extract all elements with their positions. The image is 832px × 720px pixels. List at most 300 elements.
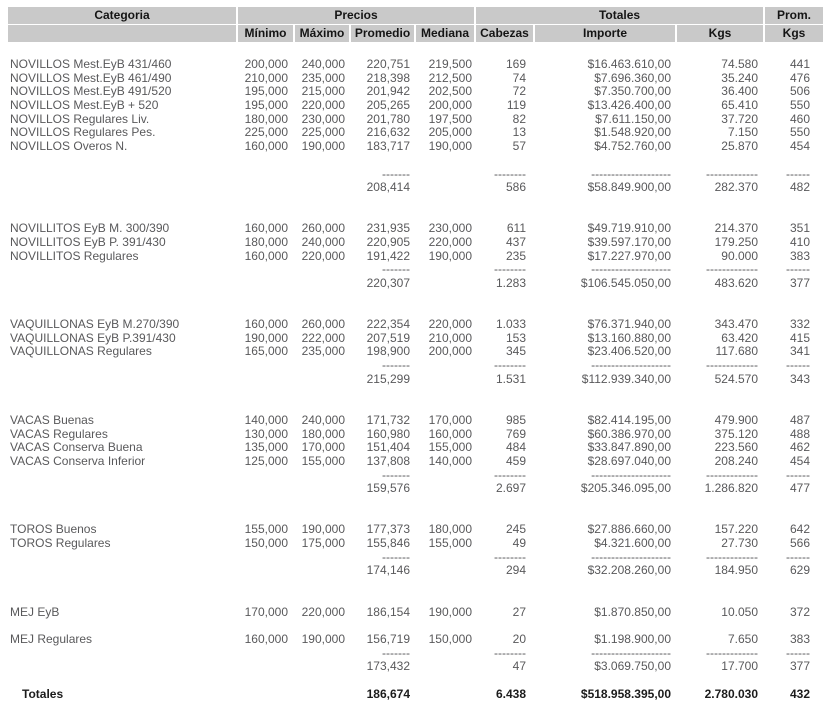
maximo-cell: 240,000 (301, 412, 345, 427)
kgs-cell: 7.650 (727, 631, 758, 646)
category-cell (8, 359, 236, 373)
prom-kgs-cell: ------ (786, 549, 810, 564)
importe-cell: -------------------- (591, 645, 671, 660)
cabezas-cell: 74 (512, 70, 526, 85)
table-row (0, 428, 832, 442)
cabezas-cell: -------- (494, 358, 526, 373)
importe-cell: -------------------- (591, 467, 671, 482)
table-row (0, 633, 832, 647)
mediana-cell (416, 277, 474, 291)
maximo-cell: 170,000 (301, 440, 345, 455)
minimo-cell: 190,000 (244, 330, 288, 345)
header-maximo: Máximo (295, 25, 349, 42)
minimo-cell: 170,000 (244, 604, 288, 619)
spacer-row (0, 387, 832, 401)
grand-totals-row (0, 688, 832, 702)
prom-kgs-cell: 476 (789, 70, 810, 85)
prom-kgs-cell: ------ (786, 645, 810, 660)
kgs-cell: ------------- (706, 467, 758, 482)
minimo-cell: 150,000 (244, 536, 288, 551)
importe-cell: $1.198.900,00 (594, 631, 671, 646)
kgs-cell: 36.400 (721, 84, 758, 99)
spacer-row (0, 496, 832, 510)
mediana-cell: 219,500 (428, 57, 472, 71)
minimo-cell (238, 168, 293, 182)
maximo-cell: 175,000 (301, 536, 345, 551)
table-row (0, 236, 832, 250)
maximo-cell (295, 551, 349, 565)
promedio-cell: ------- (382, 262, 410, 277)
minimo-cell (238, 181, 293, 195)
header-totales: Totales (476, 7, 763, 24)
importe-cell: $7.350.700,00 (594, 84, 671, 99)
promedio-cell: 220,905 (366, 234, 410, 249)
header-prom: Prom. (765, 7, 823, 24)
promedio-cell: 198,900 (366, 344, 410, 359)
cabezas-cell: 611 (506, 221, 526, 236)
mediana-cell: 150,000 (428, 631, 472, 646)
minimo-cell (238, 263, 293, 277)
prom-kgs-cell: 550 (789, 125, 810, 140)
promedio-cell: ------- (382, 467, 410, 482)
mediana-cell: 180,000 (428, 522, 472, 537)
importe-cell: $27.886.660,00 (587, 522, 671, 537)
minimo-cell: 180,000 (244, 234, 288, 249)
prom-kgs-cell: 506 (789, 84, 810, 99)
category-cell: NOVILLOS Overos N. (10, 139, 128, 154)
mediana-cell: 190,000 (428, 139, 472, 154)
promedio-cell: 222,354 (366, 317, 410, 332)
minimo-cell: 195,000 (244, 84, 288, 99)
cabezas-cell: 2.697 (495, 481, 526, 496)
mediana-cell: 190,000 (428, 604, 472, 619)
cabezas-cell: 13 (512, 125, 526, 140)
promedio-cell: 218,398 (366, 70, 410, 85)
minimo-cell: 130,000 (244, 426, 288, 441)
kgs-cell: 10.050 (721, 604, 758, 619)
minimo-cell: 160,000 (244, 631, 288, 646)
kgs-cell: 27.730 (721, 536, 758, 551)
prom-kgs-cell: ------ (786, 467, 810, 482)
cabezas-cell: -------- (494, 166, 526, 181)
importe-cell: -------------------- (591, 549, 671, 564)
category-cell: MEJ EyB (10, 604, 60, 619)
category-cell: NOVILLOS Regulares Liv. (10, 111, 150, 126)
maximo-cell (295, 277, 349, 291)
importe-cell: $1.870.850,00 (594, 604, 671, 619)
minimo-cell: 160,000 (244, 248, 288, 263)
prom-kgs-cell: 482 (789, 180, 810, 195)
minimo-cell: 125,000 (244, 453, 288, 468)
prom-kgs-cell: 566 (789, 536, 810, 551)
kgs-cell: ------------- (706, 358, 758, 373)
cabezas-cell: 769 (505, 426, 526, 441)
prom-kgs-cell: ------ (786, 358, 810, 373)
maximo-cell (295, 359, 349, 373)
promedio-cell: 174,146 (366, 563, 410, 578)
minimo-cell: 160,000 (244, 139, 288, 154)
cabezas-cell: 72 (512, 84, 526, 99)
kgs-cell: 1.286.820 (704, 481, 758, 496)
importe-cell: $1.548.920,00 (594, 125, 671, 140)
maximo-cell: 220,000 (301, 604, 345, 619)
spacer-row (0, 154, 832, 168)
category-cell (8, 551, 236, 565)
mediana-cell (416, 181, 474, 195)
category-cell (8, 168, 236, 182)
totals-minimo-cell (238, 688, 293, 702)
prom-kgs-cell: 343 (789, 371, 810, 386)
category-cell: MEJ Regulares (10, 631, 93, 646)
importe-cell: $28.697.040,00 (587, 453, 671, 468)
prom-kgs-cell: 550 (789, 98, 810, 113)
prom-kgs-cell: 454 (789, 453, 810, 468)
promedio-cell: 215,299 (366, 371, 410, 386)
promedio-cell: ------- (382, 166, 410, 181)
maximo-cell: 260,000 (301, 221, 345, 236)
header-cabezas: Cabezas (476, 25, 533, 42)
spacer-row (0, 291, 832, 305)
prom-kgs-cell: ------ (786, 262, 810, 277)
promedio-cell: ------- (382, 358, 410, 373)
cabezas-cell: 345 (505, 344, 526, 359)
mediana-cell: 155,000 (428, 536, 472, 551)
minimo-cell (238, 277, 293, 291)
table-row (0, 140, 832, 154)
kgs-cell: ------------- (706, 166, 758, 181)
cabezas-cell: 153 (505, 330, 526, 345)
category-cell: NOVILLOS Mest.EyB + 520 (10, 98, 159, 113)
maximo-cell: 240,000 (301, 234, 345, 249)
minimo-cell (238, 469, 293, 483)
minimo-cell (238, 564, 293, 578)
table-row (0, 318, 832, 332)
maximo-cell: 230,000 (301, 111, 345, 126)
importe-cell: $205.346.095,00 (580, 481, 671, 496)
importe-cell: $7.696.360,00 (594, 70, 671, 85)
minimo-cell: 200,000 (244, 57, 288, 71)
mediana-cell (416, 482, 474, 496)
category-cell: VAQUILLONAS Regulares (10, 344, 152, 359)
subtotal-row (0, 373, 832, 387)
promedio-cell: ------- (382, 549, 410, 564)
header-mediana: Mediana (416, 25, 474, 42)
prom-kgs-cell: 415 (789, 330, 810, 345)
promedio-cell: 205,265 (366, 98, 410, 113)
minimo-cell (238, 482, 293, 496)
kgs-cell: 63.420 (721, 330, 758, 345)
prom-kgs-cell: 377 (789, 659, 810, 674)
importe-cell: $112.939.340,00 (581, 371, 671, 386)
cabezas-cell: -------- (494, 262, 526, 277)
prom-kgs-cell: 477 (789, 481, 810, 496)
category-cell: VAQUILLONAS EyB M.270/390 (10, 317, 180, 332)
totals-importe-cell: $518.958.395,00 (580, 686, 671, 701)
cabezas-cell: 20 (512, 631, 526, 646)
category-cell (8, 647, 236, 661)
kgs-cell: 282.370 (714, 180, 758, 195)
cabezas-cell: 586 (505, 180, 526, 195)
importe-cell: $32.208.260,00 (587, 563, 671, 578)
kgs-cell: 7.150 (727, 125, 758, 140)
minimo-cell (238, 359, 293, 373)
cabezas-cell: 437 (505, 234, 526, 249)
table-row (0, 85, 832, 99)
promedio-cell: 201,780 (366, 111, 410, 126)
importe-cell: $13.426.400,00 (587, 98, 671, 113)
importe-cell: $17.227.970,00 (587, 248, 671, 263)
mediana-cell: 140,000 (428, 453, 472, 468)
minimo-cell: 135,000 (244, 440, 288, 455)
promedio-cell: 186,154 (366, 604, 410, 619)
header-minimo: Mínimo (238, 25, 293, 42)
importe-cell: $13.160.880,00 (587, 330, 671, 345)
maximo-cell: 190,000 (301, 631, 345, 646)
mediana-cell: 220,000 (428, 317, 472, 332)
minimo-cell: 165,000 (244, 344, 288, 359)
header-categoria-empty (8, 25, 236, 42)
category-cell: TOROS Buenos (10, 522, 97, 537)
separator-row (0, 469, 832, 483)
prom-kgs-cell: 383 (789, 248, 810, 263)
category-cell: NOVILLOS Regulares Pes. (10, 125, 156, 140)
prom-kgs-cell: 629 (789, 563, 810, 578)
category-cell: VACAS Conserva Inferior (10, 453, 146, 468)
category-cell: TOROS Regulares (10, 536, 111, 551)
header-importe: Importe (535, 25, 675, 42)
importe-cell: $106.545.050,00 (580, 276, 671, 290)
mediana-cell: 160,000 (428, 426, 472, 441)
maximo-cell (295, 482, 349, 496)
promedio-cell: ------- (382, 645, 410, 660)
maximo-cell: 222,000 (301, 330, 345, 345)
cabezas-cell: 1.531 (495, 371, 526, 386)
promedio-cell: 216,632 (366, 125, 410, 140)
importe-cell: $76.371.940,00 (587, 317, 671, 332)
table-row (0, 441, 832, 455)
prom-kgs-cell: 383 (789, 631, 810, 646)
separator-row (0, 647, 832, 661)
importe-cell: $33.847.890,00 (587, 440, 671, 455)
mediana-cell: 230,000 (428, 221, 472, 236)
separator-row (0, 263, 832, 277)
separator-row (0, 551, 832, 565)
table-row (0, 345, 832, 359)
table-row (0, 606, 832, 620)
promedio-cell: 220,751 (366, 57, 410, 71)
category-cell (8, 277, 236, 291)
cabezas-cell: 459 (505, 453, 526, 468)
prom-kgs-cell: 488 (789, 426, 810, 441)
importe-cell: $39.597.170,00 (587, 234, 671, 249)
importe-cell: -------------------- (591, 166, 671, 181)
kgs-cell: 214.370 (714, 221, 758, 236)
promedio-cell: 201,942 (366, 84, 410, 99)
promedio-cell: 171,732 (366, 412, 410, 427)
promedio-cell: 191,422 (366, 248, 410, 263)
table-header-group-row (0, 7, 832, 24)
maximo-cell (295, 373, 349, 387)
kgs-cell: 375.120 (714, 426, 758, 441)
cabezas-cell: 235 (505, 248, 526, 263)
prom-kgs-cell: 410 (789, 234, 810, 249)
prom-kgs-cell: 462 (789, 440, 810, 455)
totals-prom-kgs-cell: 432 (789, 686, 810, 701)
promedio-cell: 159,576 (366, 481, 410, 496)
kgs-cell: 35.240 (721, 70, 758, 85)
totals-label: Totales (22, 686, 64, 701)
category-cell: VACAS Regulares (10, 426, 108, 441)
maximo-cell: 180,000 (301, 426, 345, 441)
kgs-cell: 483.620 (714, 276, 758, 290)
prom-kgs-cell: ------ (786, 166, 810, 181)
cabezas-cell: 1.283 (495, 276, 526, 290)
promedio-cell: 151,404 (366, 440, 410, 455)
maximo-cell (295, 469, 349, 483)
mediana-cell (416, 660, 474, 674)
cabezas-cell: 484 (505, 440, 526, 455)
category-cell (8, 660, 236, 674)
separator-row (0, 359, 832, 373)
minimo-cell: 210,000 (244, 70, 288, 85)
prom-kgs-cell: 460 (789, 111, 810, 126)
cabezas-cell: 49 (512, 536, 526, 551)
kgs-cell: ------------- (706, 549, 758, 564)
spacer-row (0, 592, 832, 606)
importe-cell: $58.849.900,00 (587, 180, 671, 195)
table-row (0, 523, 832, 537)
cabezas-cell: -------- (494, 467, 526, 482)
table-row (0, 332, 832, 346)
minimo-cell (238, 551, 293, 565)
totals-cabezas-cell: 6.438 (495, 686, 526, 701)
prom-kgs-cell: 351 (789, 221, 810, 236)
minimo-cell: 160,000 (244, 317, 288, 332)
subtotal-row (0, 564, 832, 578)
kgs-cell: 17.700 (721, 659, 758, 674)
maximo-cell (295, 564, 349, 578)
kgs-cell: 223.560 (714, 440, 758, 455)
prom-kgs-cell: 441 (789, 57, 810, 71)
maximo-cell (295, 647, 349, 661)
spacer-row (0, 304, 832, 318)
subtotal-row (0, 482, 832, 496)
subtotal-row (0, 277, 832, 291)
cabezas-cell: 119 (506, 98, 526, 113)
table-header-column-row (0, 25, 832, 42)
maximo-cell: 190,000 (301, 522, 345, 537)
mediana-cell: 170,000 (428, 412, 472, 427)
spacer-row (0, 195, 832, 209)
table-row (0, 126, 832, 140)
maximo-cell: 260,000 (301, 317, 345, 332)
mediana-cell (416, 647, 474, 661)
promedio-cell: 160,980 (366, 426, 410, 441)
maximo-cell: 155,000 (301, 453, 345, 468)
table-row (0, 414, 832, 428)
cabezas-cell: 294 (505, 563, 526, 578)
spacer-row (0, 400, 832, 414)
minimo-cell (238, 647, 293, 661)
maximo-cell: 225,000 (301, 125, 345, 140)
importe-cell: $49.719.910,00 (587, 221, 671, 236)
promedio-cell: 183,717 (366, 139, 410, 154)
prom-kgs-cell: 642 (789, 522, 810, 537)
totals-promedio-cell: 186,674 (366, 686, 410, 701)
category-cell (8, 482, 236, 496)
mediana-cell (416, 359, 474, 373)
minimo-cell: 180,000 (244, 111, 288, 126)
table-row (0, 250, 832, 264)
mediana-cell: 205,000 (428, 125, 472, 140)
mediana-cell: 212,500 (428, 70, 472, 85)
kgs-cell: 343.470 (714, 317, 758, 332)
kgs-cell: 90.000 (721, 248, 758, 263)
mediana-cell: 200,000 (428, 98, 472, 113)
cabezas-cell: 245 (505, 522, 526, 537)
importe-cell: -------------------- (591, 262, 671, 277)
cabezas-cell: 82 (512, 111, 526, 126)
mediana-cell (416, 469, 474, 483)
minimo-cell: 195,000 (244, 98, 288, 113)
mediana-cell: 200,000 (428, 344, 472, 359)
maximo-cell: 240,000 (301, 57, 345, 71)
mediana-cell: 220,000 (428, 234, 472, 249)
mediana-cell: 197,500 (428, 111, 472, 126)
prom-kgs-cell: 372 (789, 604, 810, 619)
table-row (0, 99, 832, 113)
maximo-cell (295, 660, 349, 674)
promedio-cell: 220,307 (366, 276, 410, 290)
category-cell (8, 181, 236, 195)
minimo-cell: 155,000 (244, 522, 288, 537)
category-cell: VACAS Buenas (10, 412, 94, 427)
promedio-cell: 155,846 (366, 536, 410, 551)
header-promedio: Promedio (351, 25, 414, 42)
kgs-cell: ------------- (706, 262, 758, 277)
table-body (0, 58, 832, 688)
mediana-cell: 155,000 (428, 440, 472, 455)
table-row (0, 222, 832, 236)
promedio-cell: 208,414 (366, 180, 410, 195)
table-row (0, 455, 832, 469)
table-row (0, 537, 832, 551)
subtotal-row (0, 181, 832, 195)
importe-cell: $23.406.520,00 (587, 344, 671, 359)
minimo-cell (238, 373, 293, 387)
kgs-cell: 479.900 (714, 412, 758, 427)
kgs-cell: 37.720 (721, 111, 758, 126)
category-cell (8, 564, 236, 578)
prom-kgs-cell: 332 (789, 317, 810, 332)
cabezas-cell: 57 (512, 139, 526, 154)
maximo-cell: 215,000 (301, 84, 345, 99)
category-cell: NOVILLOS Mest.EyB 431/460 (10, 57, 172, 71)
importe-cell: $82.414.195,00 (587, 412, 671, 427)
importe-cell: $60.386.970,00 (587, 426, 671, 441)
mediana-cell (416, 168, 474, 182)
maximo-cell: 220,000 (301, 248, 345, 263)
cabezas-cell: 47 (512, 659, 526, 674)
mediana-cell (416, 263, 474, 277)
kgs-cell: ------------- (706, 645, 758, 660)
minimo-cell: 160,000 (244, 221, 288, 236)
kgs-cell: 65.410 (721, 98, 758, 113)
promedio-cell: 137,808 (366, 453, 410, 468)
importe-cell: $4.752.760,00 (594, 139, 671, 154)
kgs-cell: 25.870 (721, 139, 758, 154)
cabezas-cell: 169 (505, 57, 526, 71)
